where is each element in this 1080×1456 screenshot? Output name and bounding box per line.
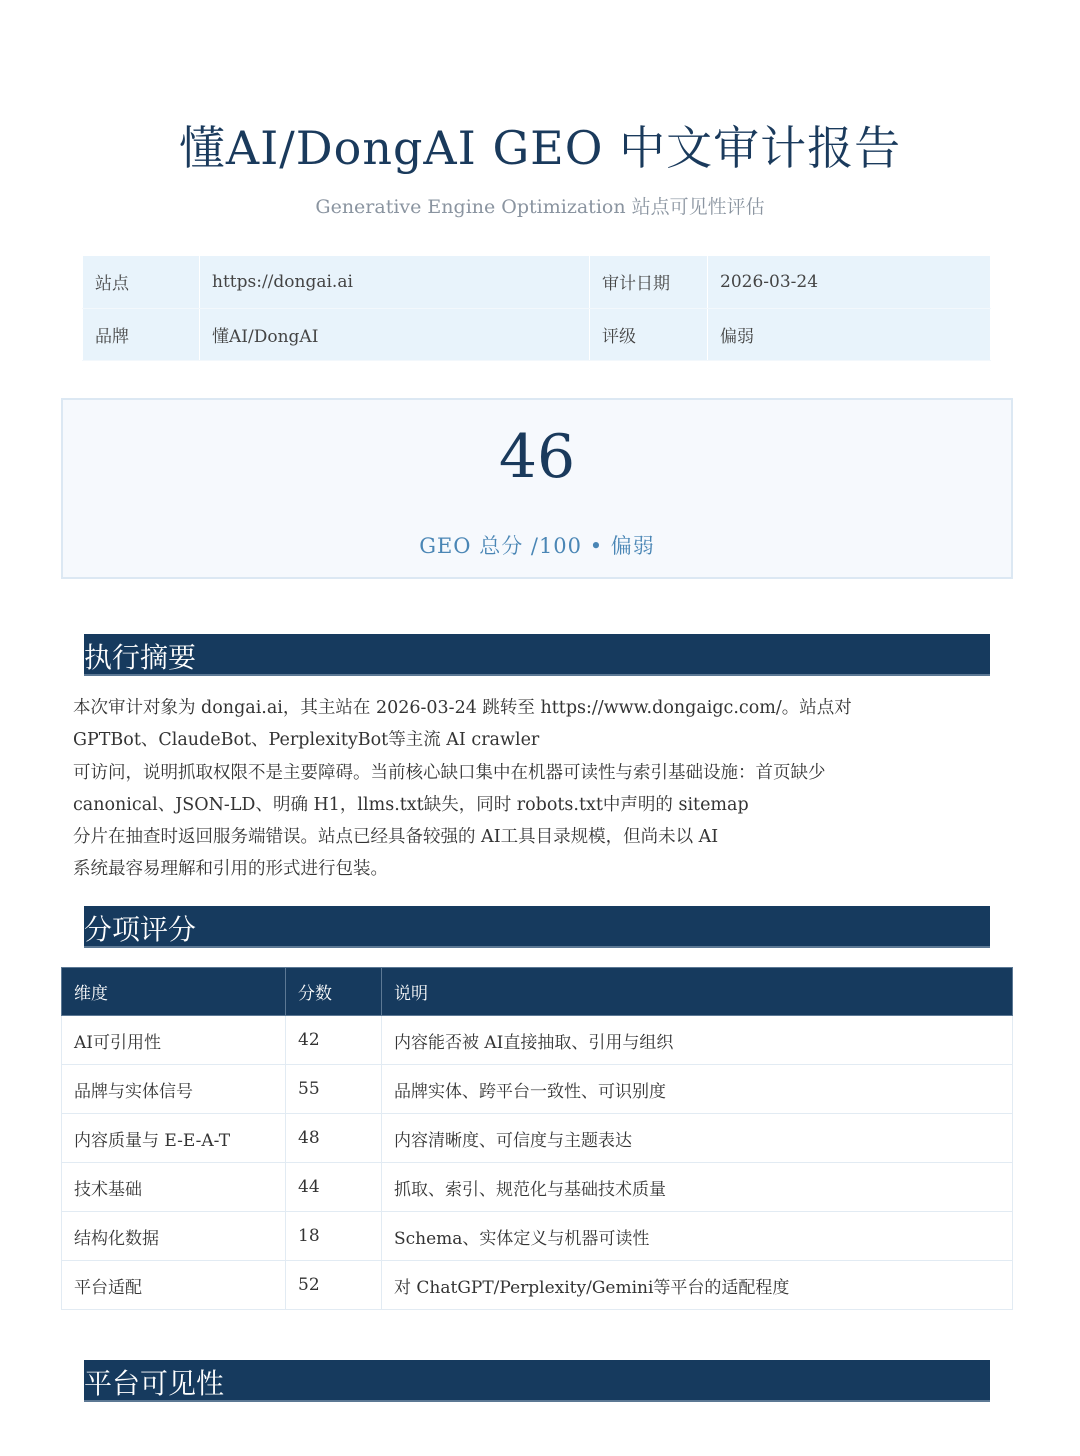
summary-line: 本次审计对象为 dongai.ai，其主站在 2026-03-24 跳转至 https://www.dongaigc.com/。站点对 [73,698,852,718]
total-score-value: 46 [498,422,576,492]
rating-label: 评级 [590,308,708,361]
score-breakdown-table [61,967,1013,1310]
column-header-dimension: 维度 [62,968,286,1016]
table-row [62,1212,1013,1261]
score-cell: 48 [286,1114,382,1163]
description-cell: 对 ChatGPT/Perplexity/Gemini等平台的适配程度 [382,1261,1013,1310]
table-row [62,1261,1013,1310]
dimension-cell: 技术基础 [62,1163,286,1212]
summary-line: GPTBot、ClaudeBot、PerplexityBot等主流 AI crawler [73,730,540,751]
dimension-cell: AI可引用性 [62,1016,286,1065]
meta-row [83,256,991,309]
meta-row [83,308,991,361]
score-cell: 18 [286,1212,382,1261]
table-row [62,1114,1013,1163]
description-cell: 内容清晰度、可信度与主题表达 [382,1114,1013,1163]
summary-line: 系统最容易理解和引用的形式进行包装。 [73,859,388,880]
description-cell: 品牌实体、跨平台一致性、可识别度 [382,1065,1013,1114]
score-cell: 55 [286,1065,382,1114]
rating-value: 偏弱 [708,308,991,361]
dimension-cell: 品牌与实体信号 [62,1065,286,1114]
summary-line: 分片在抽查时返回服务端错误。站点已经具备较强的 AI工具目录规模，但尚未以 AI [73,827,719,848]
description-cell: 抓取、索引、规范化与基础技术质量 [382,1163,1013,1212]
report-title: 懂AI/DongAI GEO 中文审计报告 [178,121,902,175]
section-title: 平台可见性 [84,1367,225,1400]
brand-label: 品牌 [83,308,200,361]
site-value: https://dongai.ai [200,256,590,309]
executive-summary [73,692,953,886]
total-score-card [61,398,1013,579]
table-row [62,1163,1013,1212]
date-value: 2026-03-24 [708,256,991,309]
column-header-score: 分数 [286,968,382,1016]
section-header-summary [84,634,990,676]
summary-line: 可访问，说明抓取权限不是主要障碍。当前核心缺口集中在机器可读性与索引基础设施：首页缺少 [73,762,826,783]
date-label: 审计日期 [590,256,708,309]
description-cell: 内容能否被 AI直接抽取、引用与组织 [382,1016,1013,1065]
meta-table [82,255,991,361]
score-cell: 52 [286,1261,382,1310]
score-cell: 42 [286,1016,382,1065]
section-header-visibility [84,1360,990,1402]
brand-value: 懂AI/DongAI [200,308,590,361]
table-header-row [62,968,1013,1016]
site-label: 站点 [83,256,200,309]
total-score-caption: GEO 总分 /100 • 偏弱 [419,534,655,558]
table-row [62,1065,1013,1114]
section-header-breakdown [84,906,990,948]
dimension-cell: 内容质量与 E-E-A-T [62,1114,286,1163]
report-subtitle: Generative Engine Optimization 站点可见性评估 [315,196,765,218]
dimension-cell: 平台适配 [62,1261,286,1310]
column-header-description: 说明 [382,968,1013,1016]
description-cell: Schema、实体定义与机器可读性 [382,1212,1013,1261]
section-title: 执行摘要 [84,641,197,674]
summary-line: canonical、JSON-LD、明确 H1，llms.txt缺失，同时 robots.txt中声明的 sitemap [73,794,749,815]
score-cell: 44 [286,1163,382,1212]
section-title: 分项评分 [84,913,197,946]
dimension-cell: 结构化数据 [62,1212,286,1261]
table-row [62,1016,1013,1065]
